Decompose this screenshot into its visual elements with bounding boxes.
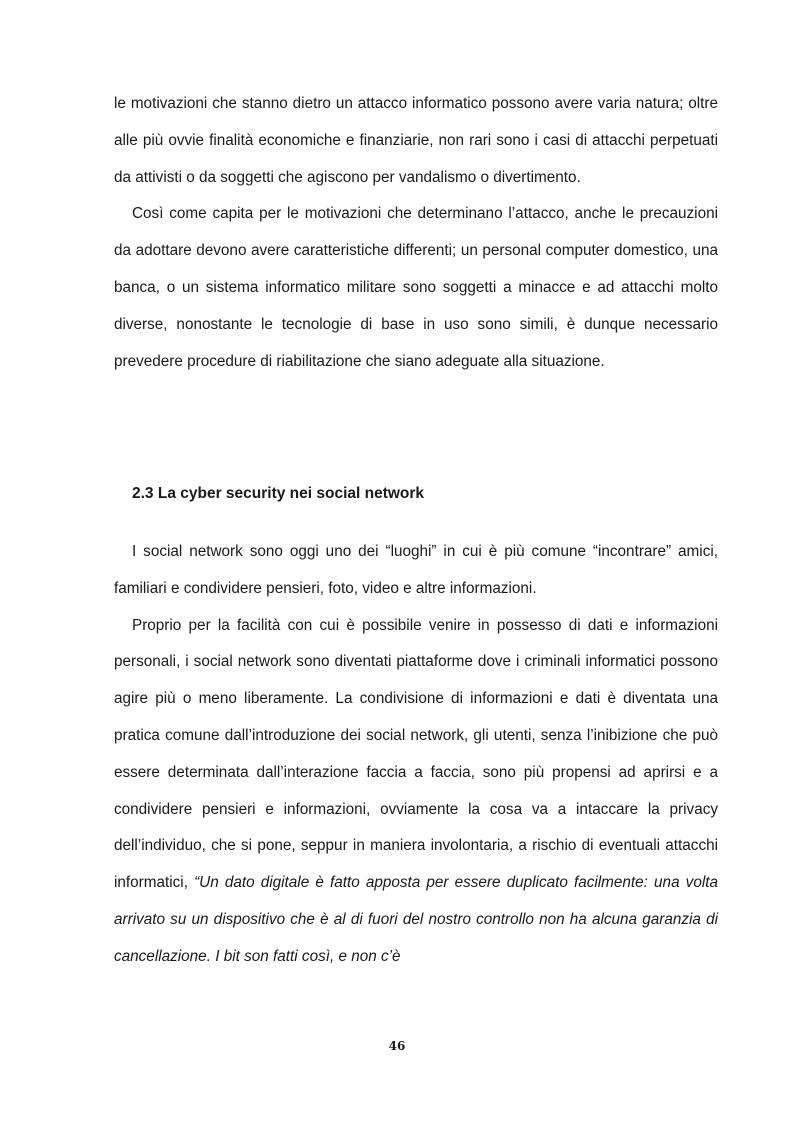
page-number: 46	[388, 1039, 406, 1053]
section-heading: 2.3 La cyber security nei social network	[132, 485, 425, 502]
text-block-bottom	[114, 534, 718, 976]
paragraph-4-text: Proprio per la facilità con cui è possibile venire in possesso di dati e informazioni personali, i social network sono diventati piattaforme dove i criminali informatici possono agire più o meno liberamente. La condivisione di informazioni e dati è diventata una pratica comune dall’introduzione dei social network, gli utenti, senza l’inibizione che può essere determinata dall’interazione faccia a faccia, sono più propensi ad aprirsi e a condividere pensieri e informazioni, ovviamente la cosa va a intaccare la privacy dell’individuo, che si pone, seppur in maniera involontaria, a rischio di eventuali attacchi informatici,	[114, 616, 718, 892]
paragraph-4	[114, 608, 718, 976]
text-block-top	[114, 86, 718, 380]
paragraph-4-quote: “Un dato digitale è fatto apposta per essere duplicato facilmente: una volta arrivato su un dispositivo che è al di fuori del nostro controllo non ha alcuna garanzia di cancellazione. I bit son fatti così, e non c’è	[114, 874, 718, 965]
paragraph-2: Così come capita per le motivazioni che determinano l’attacco, anche le precauzioni da adottare devono avere caratteristiche differenti; un personal computer domestico, una banca, o un sistema informatico militare sono soggetti a minacce e ad attacchi molto diverse, nonostante le tecnologie di base in uso sono simili, è dunque necessario prevedere procedure di riabilitazione che siano adeguate alla situazione.	[114, 205, 718, 370]
paragraph-3: I social network sono oggi uno dei “luoghi” in cui è più comune “incontrare” amici, familiari e condividere pensieri, foto, video e altre informazioni.	[114, 543, 718, 597]
paragraph-1: le motivazioni che stanno dietro un attacco informatico possono avere varia natura; oltre alle più ovvie finalità economiche e finanziarie, non rari sono i casi di attacchi perpetuati da attivisti o da soggetti che agiscono per vandalismo o divertimento.	[114, 95, 718, 186]
